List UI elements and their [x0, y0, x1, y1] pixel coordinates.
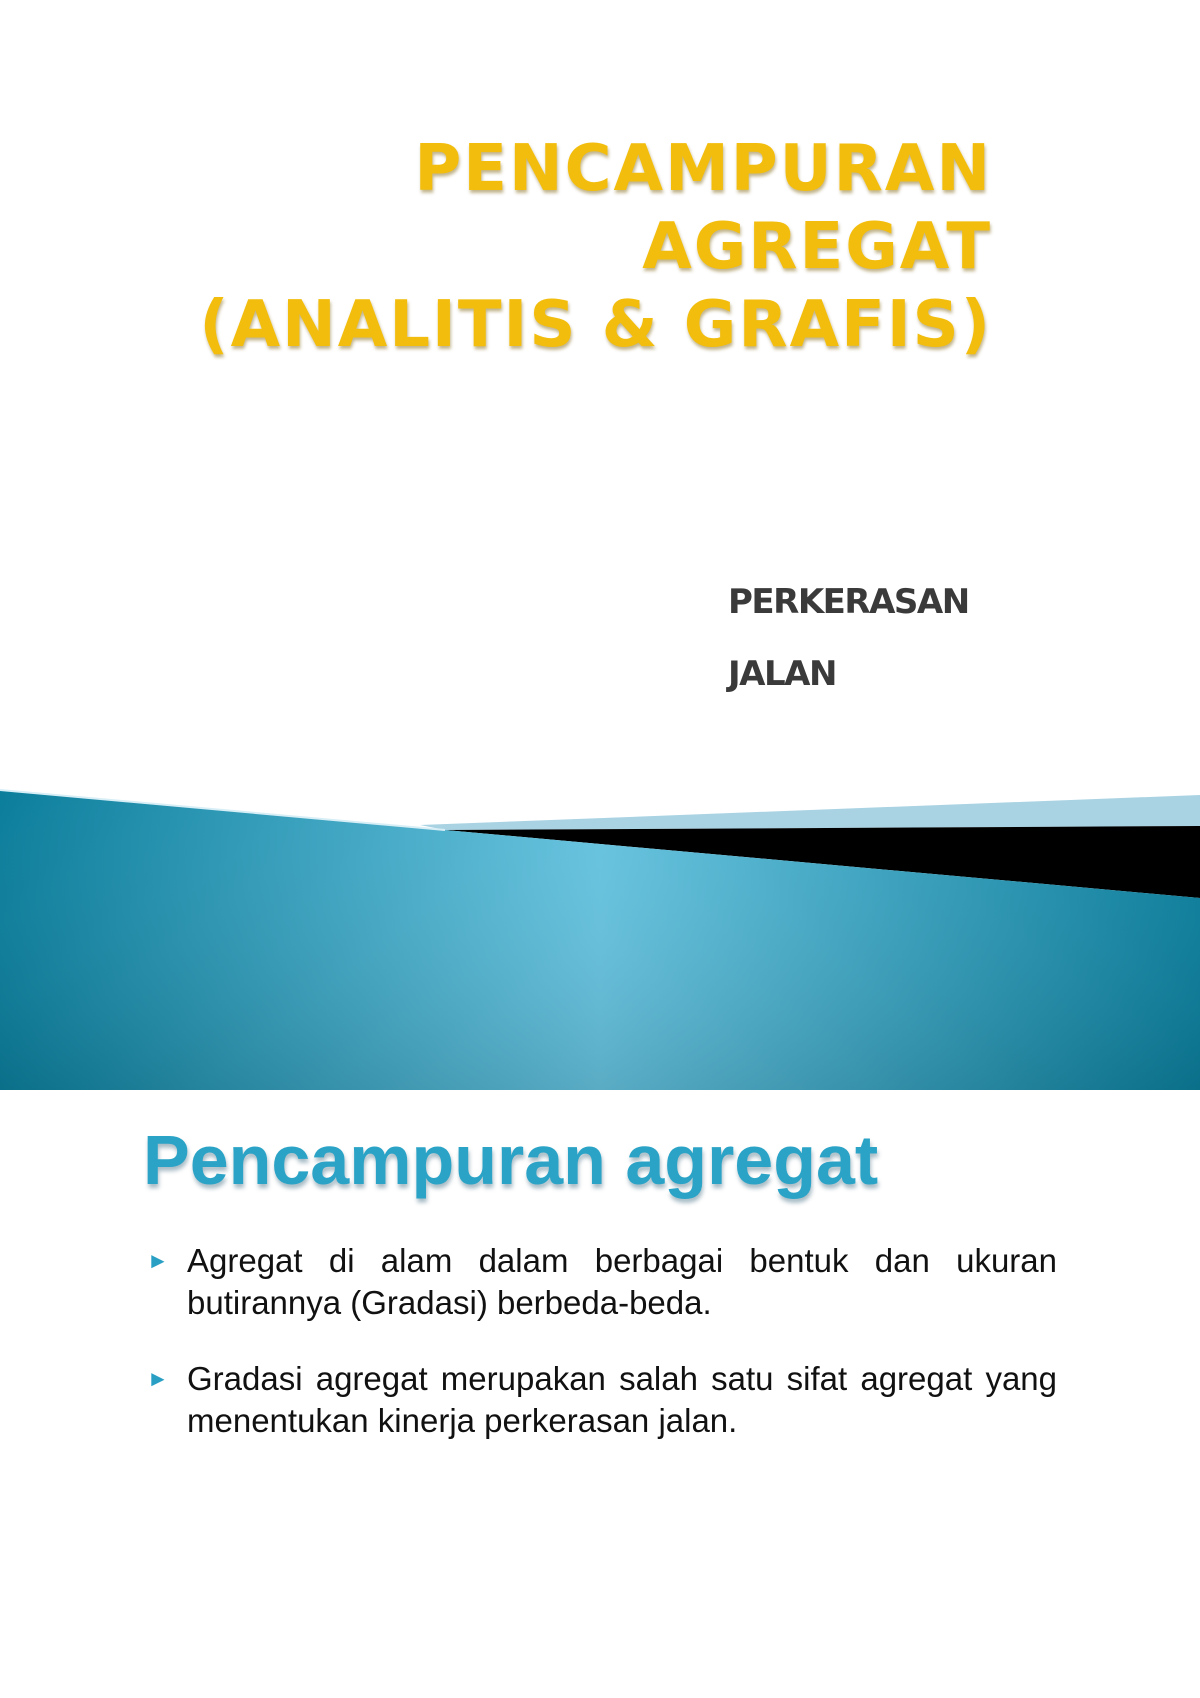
main-title-line: AGREGAT	[642, 210, 992, 284]
subtitle-line: JALAN	[728, 654, 836, 694]
bullet-text: Gradasi agregat merupakan salah satu sifat agregat yang menentukan kinerja perkerasan jalan.	[187, 1360, 1057, 1439]
slide-title: Pencampuran agregat	[143, 1121, 879, 1199]
list-item	[145, 1240, 1057, 1324]
list-item	[145, 1358, 1057, 1442]
decorative-wave-band	[0, 780, 1200, 1090]
subtitle-line: PERKERASAN	[728, 582, 969, 622]
main-title	[199, 130, 992, 364]
bullet-text: Agregat di alam dalam berbagai bentuk dan ukuran butirannya (Gradasi) berbeda-beda.	[187, 1242, 1057, 1321]
triangle-right-icon: ►	[147, 1366, 169, 1391]
main-title-line: PENCAMPURAN	[414, 132, 992, 206]
main-title-line: (ANALITIS & GRAFIS)	[199, 288, 992, 362]
content-slide	[0, 1090, 1200, 1698]
wave-pale-strip	[420, 795, 1200, 830]
subtitle	[728, 578, 969, 722]
bullet-list	[145, 1240, 1057, 1476]
triangle-right-icon: ►	[147, 1248, 169, 1273]
